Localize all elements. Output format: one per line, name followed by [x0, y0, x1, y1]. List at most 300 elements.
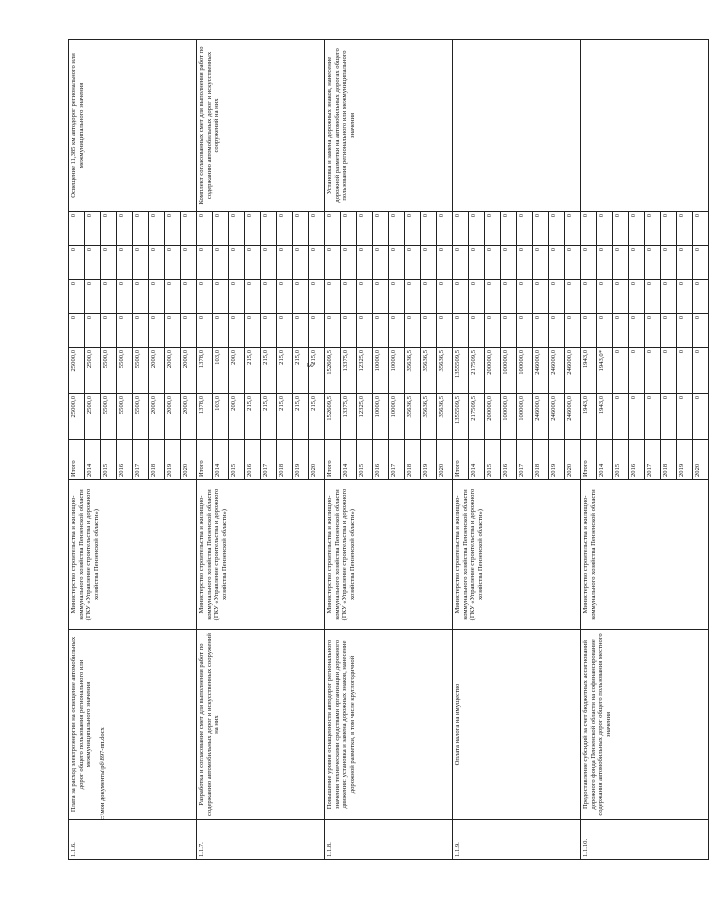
year-cell: 2020: [309, 440, 325, 480]
amount-cell: 0: [581, 246, 597, 280]
year-cell: 2018: [533, 440, 549, 480]
amount-cell: 0: [341, 280, 357, 314]
responsible-org: Министерство строительства и жилищно-коммунального хозяйства Пензенской области: [581, 480, 709, 630]
year-cell: 2017: [517, 440, 533, 480]
amount-cell: 215,0: [261, 394, 277, 440]
table-row: [581, 40, 597, 860]
amount-cell: 0: [485, 212, 501, 246]
amount-cell: 0: [229, 212, 245, 246]
amount-cell: 0: [309, 246, 325, 280]
measure-name: Предоставление субсидий за счет бюджетных ассигнований дорожного фонда Пензенской области на софинансирование содержания автомобильных дорог общего пользования местного значения: [581, 630, 709, 820]
amount-cell: 1355509,5: [453, 348, 469, 394]
amount-cell: 0: [373, 212, 389, 246]
amount-cell: 5500,0: [101, 348, 117, 394]
amount-cell: 0: [357, 212, 373, 246]
amount-cell: 0: [293, 246, 309, 280]
amount-cell: 0: [533, 314, 549, 348]
amount-cell: 0: [373, 246, 389, 280]
amount-cell: 0: [293, 314, 309, 348]
year-cell: 2016: [373, 440, 389, 480]
amount-cell: 0: [133, 246, 149, 280]
amount-cell: 0: [213, 212, 229, 246]
amount-cell: 35636,5: [405, 394, 421, 440]
amount-cell: 0: [581, 314, 597, 348]
amount-cell: 0: [501, 246, 517, 280]
amount-cell: 0: [629, 314, 645, 348]
amount-cell: 0: [661, 394, 677, 440]
amount-cell: 0: [517, 246, 533, 280]
page-number: 3: [305, 362, 315, 368]
amount-cell: 0: [133, 280, 149, 314]
year-cell: 2016: [501, 440, 517, 480]
amount-cell: 246000,0: [533, 348, 549, 394]
year-cell: 2018: [149, 440, 165, 480]
amount-cell: 0: [325, 212, 341, 246]
amount-cell: 0: [149, 280, 165, 314]
amount-cell: 215,0: [309, 348, 325, 394]
amount-cell: 0: [325, 246, 341, 280]
year-cell: 2016: [117, 440, 133, 480]
amount-cell: 215,0: [261, 348, 277, 394]
amount-cell: 246000,0: [565, 348, 581, 394]
amount-cell: 0: [405, 314, 421, 348]
amount-cell: 0: [261, 280, 277, 314]
amount-cell: 10000,0: [373, 394, 389, 440]
amount-cell: 0: [565, 314, 581, 348]
row-number: 1.1.9.: [453, 820, 581, 860]
amount-cell: 0: [277, 314, 293, 348]
amount-cell: 0: [693, 314, 709, 348]
amount-cell: 0: [261, 314, 277, 348]
amount-cell: 0: [117, 280, 133, 314]
amount-cell: 0: [453, 246, 469, 280]
table-row: [69, 40, 85, 860]
expected-result: Комплект согласованных смет для выполнения работ по содержанию автомобильных дорог и искусственных сооружений на них: [197, 40, 325, 212]
amount-cell: 0: [309, 314, 325, 348]
amount-cell: 0: [101, 246, 117, 280]
amount-cell: 0: [181, 246, 197, 280]
amount-cell: 0: [437, 212, 453, 246]
amount-cell: 0: [677, 314, 693, 348]
amount-cell: 0: [277, 212, 293, 246]
amount-cell: 0: [421, 314, 437, 348]
year-cell: 2014: [213, 440, 229, 480]
amount-cell: 0: [197, 280, 213, 314]
amount-cell: 0: [661, 280, 677, 314]
amount-cell: 0: [629, 246, 645, 280]
year-cell: 2015: [229, 440, 245, 480]
amount-cell: 0: [469, 212, 485, 246]
amount-cell: 0: [533, 246, 549, 280]
amount-cell: 0: [421, 246, 437, 280]
footer-path: c:\мои документы\рб\897-пп.docx: [99, 727, 106, 820]
amount-cell: 5500,0: [117, 348, 133, 394]
amount-cell: 0: [533, 212, 549, 246]
amount-cell: 0: [229, 280, 245, 314]
amount-cell: 0: [309, 212, 325, 246]
amount-cell: 0: [101, 280, 117, 314]
amount-cell: 0: [69, 212, 85, 246]
amount-cell: 12325,0: [357, 348, 373, 394]
amount-cell: 0: [597, 280, 613, 314]
amount-cell: 10000,0: [373, 348, 389, 394]
amount-cell: 0: [469, 280, 485, 314]
amount-cell: 0: [181, 212, 197, 246]
amount-cell: 0: [645, 212, 661, 246]
amount-cell: 0: [181, 314, 197, 348]
amount-cell: 25000,0: [69, 394, 85, 440]
amount-cell: 246000,0: [533, 394, 549, 440]
amount-cell: 215,0: [309, 394, 325, 440]
amount-cell: 0: [197, 212, 213, 246]
amount-cell: 0: [245, 246, 261, 280]
amount-cell: 0: [213, 246, 229, 280]
amount-cell: 0: [517, 212, 533, 246]
amount-cell: 2000,0: [181, 394, 197, 440]
amount-cell: 0: [181, 280, 197, 314]
amount-cell: 0: [277, 280, 293, 314]
amount-cell: 0: [661, 212, 677, 246]
expected-result: [581, 40, 709, 212]
amount-cell: 0: [69, 246, 85, 280]
amount-cell: 0: [645, 314, 661, 348]
amount-cell: 0: [293, 212, 309, 246]
amount-cell: 0: [357, 314, 373, 348]
amount-cell: 0: [309, 280, 325, 314]
amount-cell: 0: [85, 280, 101, 314]
amount-cell: 0: [373, 314, 389, 348]
amount-cell: 200000,0: [485, 348, 501, 394]
amount-cell: 0: [629, 212, 645, 246]
amount-cell: 0: [389, 212, 405, 246]
year-cell: 2020: [693, 440, 709, 480]
amount-cell: 2500,0: [85, 348, 101, 394]
amount-cell: 0: [405, 212, 421, 246]
amount-cell: 0: [693, 212, 709, 246]
amount-cell: 0: [421, 280, 437, 314]
amount-cell: 0: [453, 280, 469, 314]
amount-cell: 0: [629, 348, 645, 394]
responsible-org: Министерство строительства и жилищно-коммунального хозяйства Пензенской области (ГКУ «Управление строительства и дорожного хозяйства Пензенской области»): [453, 480, 581, 630]
amount-cell: 0: [501, 314, 517, 348]
amount-cell: 13375,0: [341, 348, 357, 394]
amount-cell: 0: [597, 246, 613, 280]
amount-cell: 0: [149, 212, 165, 246]
amount-cell: 1943,0: [581, 394, 597, 440]
amount-cell: 100000,0: [517, 394, 533, 440]
row-number: 1.1.10.: [581, 820, 709, 860]
amount-cell: 2000,0: [149, 348, 165, 394]
amount-cell: 0: [149, 246, 165, 280]
amount-cell: 35636,5: [421, 348, 437, 394]
responsible-org: Министерство строительства и жилищно-коммунального хозяйства Пензенской области (ГКУ «Управление строительства и дорожного хозяйства Пензенской области»): [69, 480, 197, 630]
table-body: [69, 40, 709, 860]
amount-cell: 0: [485, 246, 501, 280]
amount-cell: 246000,0: [565, 394, 581, 440]
amount-cell: 35636,5: [405, 348, 421, 394]
amount-cell: 103,0: [213, 394, 229, 440]
amount-cell: 0: [389, 246, 405, 280]
amount-cell: 35636,5: [421, 394, 437, 440]
amount-cell: 0: [677, 212, 693, 246]
program-table: [68, 39, 709, 860]
table-row: [453, 40, 469, 860]
amount-cell: 2000,0: [165, 394, 181, 440]
amount-cell: 0: [133, 212, 149, 246]
amount-cell: 0: [357, 280, 373, 314]
year-cell: 2014: [469, 440, 485, 480]
amount-cell: 0: [549, 314, 565, 348]
amount-cell: 0: [645, 394, 661, 440]
year-cell: 2015: [357, 440, 373, 480]
amount-cell: 0: [581, 280, 597, 314]
amount-cell: 215,0: [293, 348, 309, 394]
amount-cell: 2000,0: [165, 348, 181, 394]
amount-cell: 2000,0: [181, 348, 197, 394]
amount-cell: 0: [229, 246, 245, 280]
year-cell: 2015: [101, 440, 117, 480]
amount-cell: 0: [165, 280, 181, 314]
amount-cell: 0: [501, 280, 517, 314]
amount-cell: 5500,0: [101, 394, 117, 440]
amount-cell: 35636,5: [437, 348, 453, 394]
responsible-org: Министерство строительства и жилищно-коммунального хозяйства Пензенской области (ГКУ «Управление строительства и дорожного хозяйства Пензенской области»): [197, 480, 325, 630]
amount-cell: 0: [357, 246, 373, 280]
year-cell: 2020: [181, 440, 197, 480]
amount-cell: 0: [613, 348, 629, 394]
year-cell: 2017: [389, 440, 405, 480]
amount-cell: 0: [661, 348, 677, 394]
amount-cell: 0: [597, 314, 613, 348]
amount-cell: 0: [117, 314, 133, 348]
amount-cell: 0: [629, 280, 645, 314]
year-cell: 2017: [133, 440, 149, 480]
year-cell: 2017: [261, 440, 277, 480]
amount-cell: 200000,0: [485, 394, 501, 440]
amount-cell: 215,0: [277, 394, 293, 440]
amount-cell: 0: [213, 280, 229, 314]
amount-cell: 217509,5: [469, 348, 485, 394]
year-cell: 2018: [661, 440, 677, 480]
amount-cell: 246000,0: [549, 348, 565, 394]
amount-cell: 215,0: [245, 348, 261, 394]
amount-cell: 0: [197, 314, 213, 348]
amount-cell: 0: [229, 314, 245, 348]
row-number: 1.1.6.: [69, 820, 197, 860]
year-cell: 2016: [245, 440, 261, 480]
amount-cell: 0: [453, 212, 469, 246]
amount-cell: 0: [389, 314, 405, 348]
amount-cell: 0: [165, 314, 181, 348]
amount-cell: 0: [549, 246, 565, 280]
amount-cell: 0: [661, 246, 677, 280]
amount-cell: 0: [373, 280, 389, 314]
year-cell: Итого: [581, 440, 597, 480]
amount-cell: 0: [213, 314, 229, 348]
amount-cell: 0: [581, 212, 597, 246]
amount-cell: 0: [197, 246, 213, 280]
amount-cell: 0: [565, 246, 581, 280]
year-cell: 2015: [485, 440, 501, 480]
amount-cell: 103,0: [213, 348, 229, 394]
amount-cell: 0: [565, 212, 581, 246]
amount-cell: 0: [421, 212, 437, 246]
amount-cell: 246000,0: [549, 394, 565, 440]
amount-cell: 0: [405, 280, 421, 314]
amount-cell: 0: [101, 212, 117, 246]
amount-cell: 0: [693, 348, 709, 394]
amount-cell: 0: [117, 212, 133, 246]
amount-cell: 0: [437, 314, 453, 348]
year-cell: 2020: [565, 440, 581, 480]
amount-cell: 0: [693, 394, 709, 440]
year-cell: 2019: [421, 440, 437, 480]
amount-cell: 200,0: [229, 348, 245, 394]
amount-cell: 0: [517, 314, 533, 348]
amount-cell: 1355509,5: [453, 394, 469, 440]
amount-cell: 0: [325, 314, 341, 348]
year-cell: 2017: [645, 440, 661, 480]
amount-cell: 0: [165, 212, 181, 246]
amount-cell: 0: [549, 212, 565, 246]
amount-cell: 215,0: [245, 394, 261, 440]
amount-cell: 0: [341, 314, 357, 348]
amount-cell: 2500,0: [85, 394, 101, 440]
amount-cell: 0: [613, 212, 629, 246]
amount-cell: 35636,5: [437, 394, 453, 440]
amount-cell: 5500,0: [133, 394, 149, 440]
measure-name: Плата за расход электроэнергии на освещение автомобильных дорог общего пользования регионального или межмуниципального значения: [69, 630, 197, 820]
amount-cell: 5500,0: [133, 348, 149, 394]
year-cell: 2019: [549, 440, 565, 480]
amount-cell: 0: [565, 280, 581, 314]
amount-cell: 10000,0: [389, 348, 405, 394]
amount-cell: 0: [613, 314, 629, 348]
amount-cell: 0: [405, 246, 421, 280]
year-cell: Итого: [197, 440, 213, 480]
year-cell: Итого: [453, 440, 469, 480]
amount-cell: 0: [165, 246, 181, 280]
amount-cell: 1943,0: [581, 348, 597, 394]
amount-cell: 0: [597, 212, 613, 246]
amount-cell: 0: [245, 212, 261, 246]
amount-cell: 0: [117, 246, 133, 280]
amount-cell: 0: [501, 212, 517, 246]
amount-cell: 0: [533, 280, 549, 314]
year-cell: 2014: [341, 440, 357, 480]
table-row: [197, 40, 213, 860]
amount-cell: 0: [677, 280, 693, 314]
amount-cell: 0: [149, 314, 165, 348]
amount-cell: 0: [453, 314, 469, 348]
amount-cell: 100000,0: [501, 348, 517, 394]
amount-cell: 0: [85, 212, 101, 246]
amount-cell: 0: [677, 348, 693, 394]
year-cell: 2019: [293, 440, 309, 480]
row-number: 1.1.8.: [325, 820, 453, 860]
amount-cell: 0: [245, 280, 261, 314]
year-cell: 2019: [165, 440, 181, 480]
amount-cell: 0: [645, 280, 661, 314]
amount-cell: 0: [341, 212, 357, 246]
amount-cell: 0: [661, 314, 677, 348]
amount-cell: 0: [101, 314, 117, 348]
year-cell: 2020: [437, 440, 453, 480]
amount-cell: 0: [645, 246, 661, 280]
amount-cell: 0: [277, 246, 293, 280]
expected-result: [453, 40, 581, 212]
amount-cell: 0: [389, 280, 405, 314]
amount-cell: 0: [693, 280, 709, 314]
amount-cell: 5500,0: [117, 394, 133, 440]
amount-cell: 152609,5: [325, 348, 341, 394]
amount-cell: 0: [293, 280, 309, 314]
amount-cell: 0: [485, 280, 501, 314]
amount-cell: 0: [245, 314, 261, 348]
year-cell: 2014: [85, 440, 101, 480]
amount-cell: 0: [469, 246, 485, 280]
year-cell: 2015: [613, 440, 629, 480]
amount-cell: 152609,5: [325, 394, 341, 440]
amount-cell: 0: [693, 246, 709, 280]
amount-cell: 215,0: [277, 348, 293, 394]
amount-cell: 10000,0: [389, 394, 405, 440]
amount-cell: 0: [613, 246, 629, 280]
amount-cell: 1378,0: [197, 394, 213, 440]
amount-cell: 13375,0: [341, 394, 357, 440]
year-cell: 2018: [277, 440, 293, 480]
amount-cell: 25000,0: [69, 348, 85, 394]
amount-cell: 0: [613, 394, 629, 440]
amount-cell: 1943,0: [597, 394, 613, 440]
amount-cell: 0: [645, 348, 661, 394]
amount-cell: 215,0: [293, 394, 309, 440]
amount-cell: 2000,0: [149, 394, 165, 440]
amount-cell: 0: [325, 280, 341, 314]
amount-cell: 1943,0*: [597, 348, 613, 394]
amount-cell: 100000,0: [501, 394, 517, 440]
measure-name: Оплата налога на имущество: [453, 630, 581, 820]
amount-cell: 0: [69, 280, 85, 314]
year-cell: 2014: [597, 440, 613, 480]
year-cell: 2018: [405, 440, 421, 480]
amount-cell: 0: [469, 314, 485, 348]
amount-cell: 0: [677, 246, 693, 280]
amount-cell: 0: [85, 314, 101, 348]
amount-cell: 0: [133, 314, 149, 348]
table-row: [325, 40, 341, 860]
amount-cell: 200,0: [229, 394, 245, 440]
responsible-org: Министерство строительства и жилищно-коммунального хозяйства Пензенской области (ГКУ «Управление строительства и дорожного хозяйства Пензенской области»): [325, 480, 453, 630]
amount-cell: 1378,0: [197, 348, 213, 394]
amount-cell: 0: [629, 394, 645, 440]
amount-cell: 0: [613, 280, 629, 314]
measure-name: Разработка и согласование смет для выполнения работ по содержанию автомобильных дорог и искусственных сооружений на них: [197, 630, 325, 820]
expected-result: Освещение 11,385 км автодорог регионального или межмуниципального значения: [69, 40, 197, 212]
year-cell: Итого: [325, 440, 341, 480]
rotated-table-wrapper: [68, 40, 701, 860]
amount-cell: 0: [69, 314, 85, 348]
amount-cell: 12325,0: [357, 394, 373, 440]
amount-cell: 0: [485, 314, 501, 348]
expected-result: Установка и замена дорожных знаков, нанесение дорожной разметки на автомобильных дорогах общего пользования регионального или межмуниципального значения: [325, 40, 453, 212]
amount-cell: 0: [85, 246, 101, 280]
measure-name: Повышение уровня оснащенности автодорог регионального значения техническими средствами организации дорожного движения: установка и замена дорожных знаков, нанесение дорожной разметки, в том числе круглогодичной: [325, 630, 453, 820]
year-cell: 2019: [677, 440, 693, 480]
amount-cell: 0: [261, 246, 277, 280]
amount-cell: 0: [261, 212, 277, 246]
year-cell: Итого: [69, 440, 85, 480]
